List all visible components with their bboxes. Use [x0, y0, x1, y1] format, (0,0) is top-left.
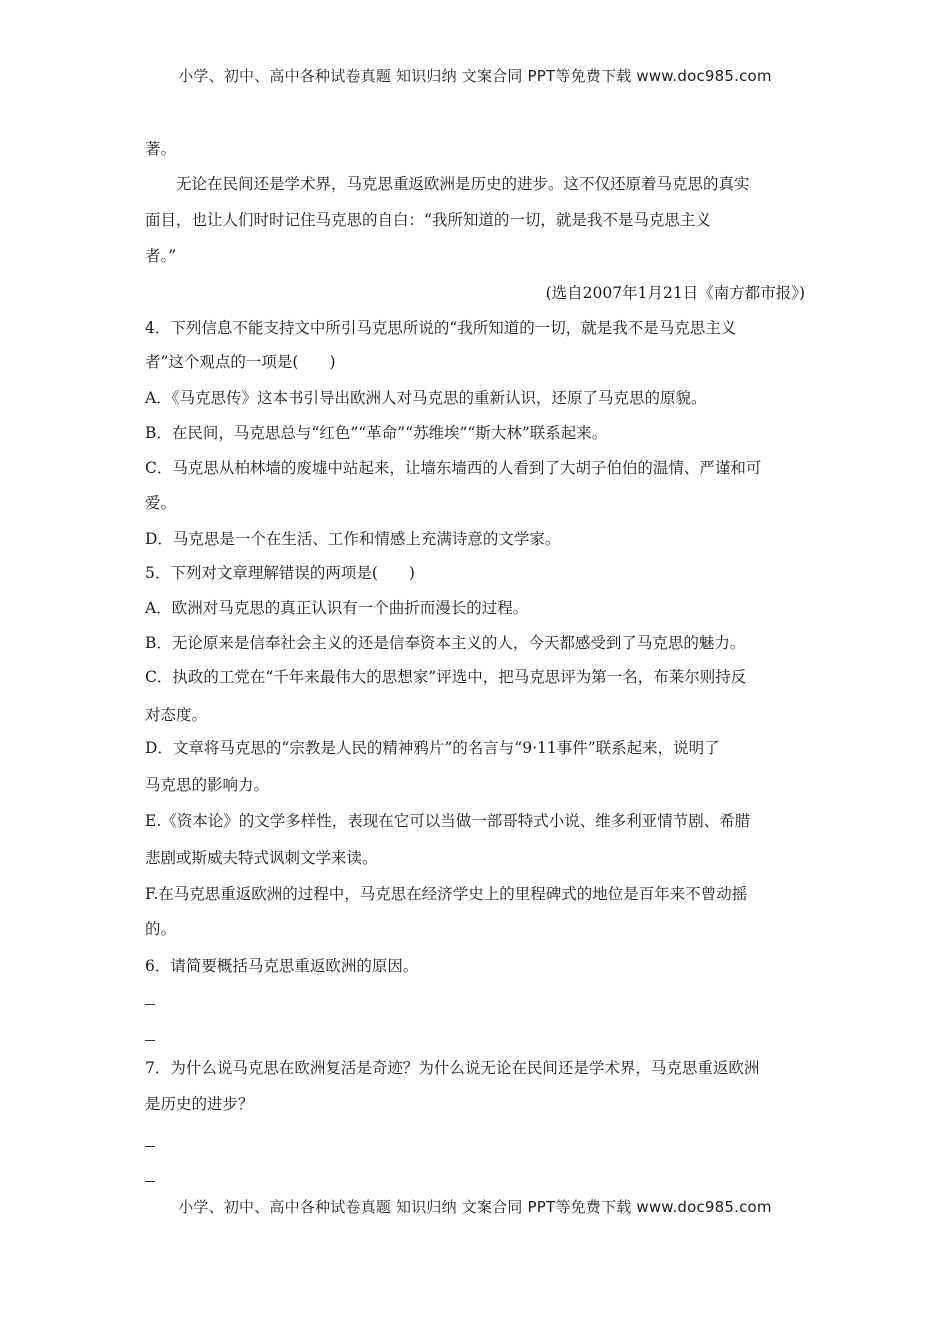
question-4-stem: 者”这个观点的一项是( ) [145, 353, 336, 371]
passage-paragraph-start: 无论在民间还是学术界，马克思重返欧洲是历史的进步。这不仅还原着马克思的真实 [176, 175, 750, 193]
question-4-option-c: 爱。 [145, 494, 177, 512]
question-7-stem: 是历史的进步？ [145, 1095, 254, 1113]
question-4-option-c: C．马克思从柏林墙的废墟中站起来，让墙东墙西的人看到了大胡子伯伯的温情、严谨和可 [145, 459, 762, 477]
passage-line: 面目，也让人们时时记住马克思的自白：“我所知道的一切，就是我不是马克思主义 [145, 211, 711, 229]
question-5-option-f: F.在马克思重返欧洲的过程中，马克思在经济学史上的里程碑式的地位是百年来不曾动摇 [145, 885, 748, 903]
answer-blank-line [145, 1040, 155, 1041]
answer-blank-line [145, 1004, 155, 1005]
passage-line: 著。 [145, 140, 177, 158]
question-5-option-b: B．无论原来是信奉社会主义的还是信奉资本主义的人，今天都感受到了马克思的魅力。 [145, 634, 746, 652]
question-4-option-d: D．马克思是一个在生活、工作和情感上充满诗意的文学家。 [145, 530, 561, 548]
answer-blank-line [145, 1146, 155, 1147]
question-5-stem: 5．下列对文章理解错误的两项是( ) [145, 564, 415, 582]
question-5-option-d: D．文章将马克思的“宗教是人民的精神鸦片”的名言与“9·11事件”联系起来，说明了 [145, 739, 720, 757]
question-5-option-e: E.《资本论》的文学多样性，表现在它可以当做一部哥特式小说、维多利亚情节剧、希腊 [145, 812, 751, 830]
question-4-option-b: B．在民间，马克思总与“红色”“革命”“苏维埃”“斯大林”联系起来。 [145, 424, 608, 442]
page-header: 小学、初中、高中各种试卷真题 知识归纳 文案合同 PPT等免费下载 www.doc985.com [178, 67, 772, 85]
question-5-option-c: 对态度。 [145, 706, 208, 724]
question-5-option-d: 马克思的影响力。 [145, 776, 270, 794]
passage-line: 者。” [145, 247, 177, 265]
question-5-option-f: 的。 [145, 920, 177, 938]
question-4-stem: 4．下列信息不能支持文中所引马克思所说的“我所知道的一切，就是我不是马克思主义 [145, 319, 737, 337]
question-6-stem: 6．请简要概括马克思重返欧洲的原因。 [145, 957, 419, 975]
page-footer: 小学、初中、高中各种试卷真题 知识归纳 文案合同 PPT等免费下载 www.doc985.com [178, 1198, 772, 1216]
question-7-stem: 7．为什么说马克思在欧洲复活是奇迹？为什么说无论在民间还是学术界，马克思重返欧洲 [145, 1059, 760, 1077]
question-5-option-a: A．欧洲对马克思的真正认识有一个曲折而漫长的过程。 [145, 599, 529, 617]
source-citation: (选自2007年1月21日《南方都市报》) [545, 284, 805, 302]
question-5-option-e: 悲剧或斯威夫特式讽刺文学来读。 [145, 849, 378, 867]
answer-blank-line [145, 1181, 155, 1182]
question-5-option-c: C．执政的工党在“千年来最伟大的思想家”评选中，把马克思评为第一名，布莱尔则持反 [145, 668, 747, 686]
question-4-option-a: A．《马克思传》这本书引导出欧洲人对马克思的重新认识，还原了马克思的原貌。 [145, 389, 707, 407]
